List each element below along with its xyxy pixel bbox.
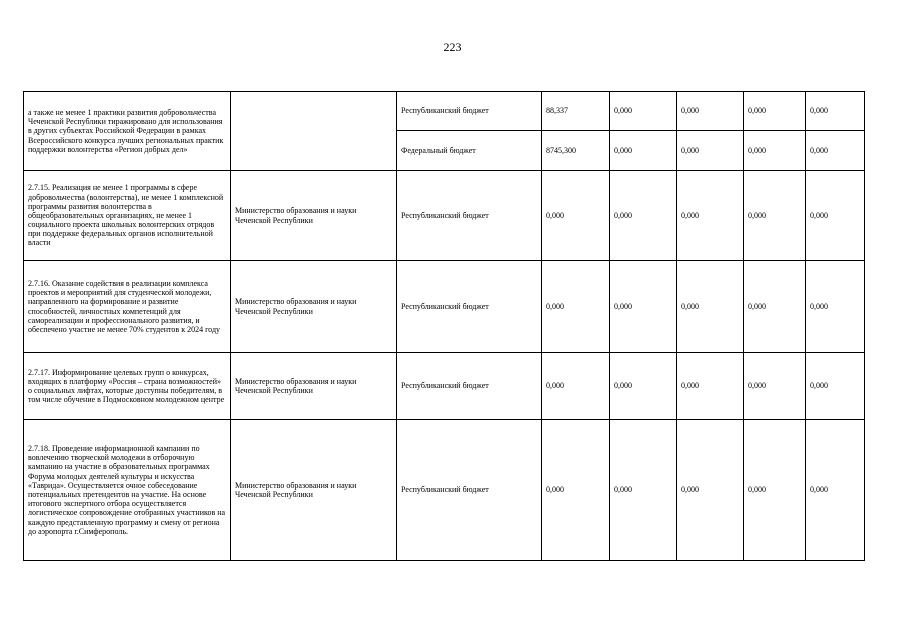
amount-cell: 0,000 <box>744 261 806 353</box>
funding-source: Республиканский бюджет <box>397 353 542 420</box>
amount-cell: 0,000 <box>806 171 865 261</box>
amount-cell: 0,000 <box>610 261 677 353</box>
amount-cell: 0,000 <box>542 420 610 561</box>
amount-cell: 0,000 <box>610 171 677 261</box>
amount-cell: 8745,300 <box>542 131 610 171</box>
table-row <box>24 420 865 561</box>
amount-cell: 0,000 <box>806 353 865 420</box>
amount-cell: 0,000 <box>677 420 744 561</box>
funding-source: Республиканский бюджет <box>397 171 542 261</box>
table-row <box>24 353 865 420</box>
amount-cell: 0,000 <box>677 131 744 171</box>
measure-description: 2.7.18. Проведение информационной кампании по вовлечению творческой молодежи в отборочную кампанию на участие в образовательных программах Форума молодых деятелей культуры и искусства «Таврида». Осуществляется очное собеседование потенциальных претендентов на участие. На основе итогового экспертного отбора осуществляется логистическое сопровождение отобранных участников на каждую представленную программу и смену от региона до аэропорта г.Симферополь. <box>24 420 231 561</box>
amount-cell: 0,000 <box>542 353 610 420</box>
executor-cell <box>231 92 397 171</box>
amount-cell: 0,000 <box>806 131 865 171</box>
measure-description: 2.7.15. Реализация не менее 1 программы в сфере добровольчества (волонтерства), не менее 1 комплексной программы развития волонтерства в общеобразовательных организациях, не менее 1 социального проекта школьных волонтерских отрядов при поддержке федеральных органов исполнительной власти <box>24 171 231 261</box>
amount-cell: 0,000 <box>744 353 806 420</box>
measure-description: 2.7.16. Оказание содействия в реализации комплекса проектов и мероприятий для студенческой молодежи, направленного на формирование и развитие способностей, личностных компетенций для самореализации и профессионального развития, и обеспечено участие не менее 70% студентов к 2024 году <box>24 261 231 353</box>
table-row <box>24 92 865 131</box>
amount-cell: 0,000 <box>677 92 744 131</box>
amount-cell: 0,000 <box>677 353 744 420</box>
amount-cell: 0,000 <box>744 420 806 561</box>
page-number: 223 <box>443 40 462 54</box>
executor-cell: Министерство образования и науки Чеченской Республики <box>231 353 397 420</box>
budget-table <box>23 91 865 561</box>
amount-cell: 0,000 <box>806 420 865 561</box>
funding-source: Республиканский бюджет <box>397 261 542 353</box>
table-row <box>24 171 865 261</box>
amount-cell: 0,000 <box>610 92 677 131</box>
amount-cell: 0,000 <box>610 353 677 420</box>
amount-cell: 0,000 <box>677 261 744 353</box>
funding-source: Республиканский бюджет <box>397 92 542 131</box>
funding-source: Федеральный бюджет <box>397 131 542 171</box>
executor-cell: Министерство образования и науки Чеченской Республики <box>231 420 397 561</box>
amount-cell: 0,000 <box>806 92 865 131</box>
amount-cell: 0,000 <box>806 261 865 353</box>
amount-cell: 0,000 <box>542 171 610 261</box>
table-row <box>24 261 865 353</box>
amount-cell: 0,000 <box>542 261 610 353</box>
amount-cell: 0,000 <box>744 171 806 261</box>
amount-cell: 0,000 <box>744 92 806 131</box>
amount-cell: 0,000 <box>744 131 806 171</box>
funding-source: Республиканский бюджет <box>397 420 542 561</box>
executor-cell: Министерство образования и науки Чеченской Республики <box>231 261 397 353</box>
executor-cell: Министерство образования и науки Чеченской Республики <box>231 171 397 261</box>
amount-cell: 0,000 <box>610 420 677 561</box>
amount-cell: 0,000 <box>610 131 677 171</box>
measure-description: а также не менее 1 практики развития добровольчества Чеченской Республики тиражировано для использования в других субъектах Российской Федерации в рамках Всероссийского конкурса лучших региональных практик поддержки волонтерства «Регион добрых дел» <box>24 92 231 171</box>
measure-description: 2.7.17. Информирование целевых групп о конкурсах, входящих в платформу «Россия – страна возможностей» о социальных лифтах, которые доступны победителям, в том числе обучение в Подмосковном молодежном центре <box>24 353 231 420</box>
amount-cell: 0,000 <box>677 171 744 261</box>
amount-cell: 88,337 <box>542 92 610 131</box>
